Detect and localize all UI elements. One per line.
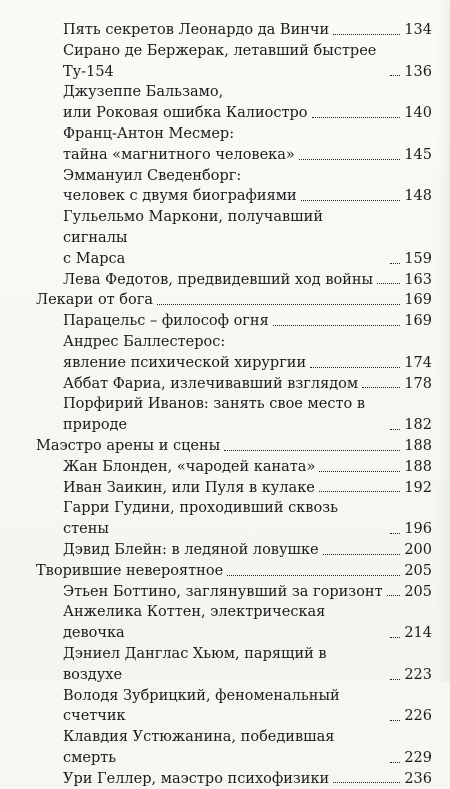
toc-entry [36,374,432,395]
toc-entry-title: Франц-Антон Месмер: тайна «магнитного человека» [63,125,295,163]
toc-entry-page-number: 148 [404,188,432,205]
dot-leader [299,159,401,160]
toc-entry-page-number: 229 [404,749,432,766]
dot-leader [377,283,400,284]
toc-entry-title: Маэстро арены и сцены [36,437,221,454]
toc-entry [36,124,432,166]
dot-leader [390,679,400,680]
toc-entry-title: Дэвид Блейн: в ледяной ловушке [63,541,319,558]
toc-entry-title: Парацельс – философ огня [63,313,269,330]
toc-entry-page-number: 223 [404,666,432,683]
toc-entry-title: Жан Блонден, «чародей каната» [63,458,316,475]
toc-entry [36,82,432,124]
toc-entry-page-number: 145 [404,146,432,163]
toc-entry-page-number: 188 [404,458,432,475]
page-edge-shadow [436,0,450,682]
toc-entry [36,540,432,561]
toc-entry [36,270,432,291]
toc-entry-page-number: 226 [404,708,432,725]
toc-entry-title: Андрес Баллестерос: явление психической хирургии [63,333,307,371]
dot-leader [390,429,400,430]
toc-entry-title: Лекари от бога [36,292,154,309]
dot-leader [333,34,400,35]
dot-leader [390,720,400,721]
toc-entry-page-number: 192 [404,479,432,496]
toc-entry-title: Лева Федотов, предвидевший ход войны [63,271,374,288]
toc-entry [36,478,432,499]
dot-leader [227,575,400,576]
toc-section-entry [36,436,432,457]
toc-entry-title: Дэниел Данглас Хьюм, парящий в воздухе [63,645,327,683]
toc-entry-page-number: 178 [404,375,432,392]
toc-entry-page-number: 174 [404,354,432,371]
toc-section-entry [36,290,432,311]
toc-entry [36,769,432,789]
toc-entry-page-number: 205 [404,583,432,600]
toc-entry-page-number: 136 [404,63,432,80]
toc-entry-title: Ури Геллер, маэстро психофизики [63,770,330,787]
toc-entry [36,602,432,644]
toc-entry-page-number: 205 [404,562,432,579]
toc-entry [36,207,432,269]
toc-entry-page-number: 196 [404,521,432,538]
toc-entry-page-number: 140 [404,105,432,122]
toc-entry [36,20,432,41]
toc-entry-page-number: 169 [404,292,432,309]
toc-entry-page-number: 200 [404,541,432,558]
toc-entry-title: Гарри Гудини, проходивший сквозь стены [63,500,338,538]
toc-entry [36,582,432,603]
toc-entry-title: Гульельмо Маркони, получавший сигналы с Марса [63,209,323,267]
toc-entry-page-number: 163 [404,271,432,288]
toc-entry [36,311,432,332]
dot-leader [333,782,400,783]
dot-leader [390,75,400,76]
toc-entry-title: Творившие невероятное [36,562,224,579]
toc-entry-page-number: 169 [404,313,432,330]
dot-leader [312,117,401,118]
toc-entry-page-number: 182 [404,417,432,434]
toc-entry-page-number: 159 [404,250,432,267]
toc-entry-title: Эммануил Сведенборг: человек с двумя биографиями [63,167,297,205]
toc-entry-title: Клавдия Устюжанина, победившая смерть [63,729,335,766]
toc-entry-title: Анжелика Коттен, электрическая девочка [63,604,326,642]
dot-leader [319,471,400,472]
toc-entry-title: Пять секретов Леонардо да Винчи [63,22,330,38]
dot-leader [323,554,401,555]
toc-entry [36,727,432,769]
toc-entry [36,41,432,83]
table-of-contents [36,20,432,789]
toc-entry [36,332,432,374]
dot-leader [157,304,400,305]
toc-entry-page-number: 134 [404,22,432,38]
toc-entry-title: Джузеппе Бальзамо, или Роковая ошибка Калиостро [63,84,308,122]
dot-leader [224,450,400,451]
toc-entry-title: Иван Заикин, или Пуля в кулаке [63,479,315,496]
toc-entry-title: Аббат Фариа, излечивавший взглядом [63,375,359,392]
dot-leader [301,200,401,201]
toc-entry-title: Володя Зубрицкий, феноменальный счетчик [63,687,340,725]
toc-entry-title: Сирано де Бержерак, летавший быстрее Ту-154 [63,42,377,80]
toc-entry [36,166,432,208]
toc-entry [36,686,432,728]
toc-entry-page-number: 236 [404,770,432,787]
dot-leader [390,263,400,264]
dot-leader [319,491,400,492]
toc-entry [36,457,432,478]
toc-entry [36,498,432,540]
toc-entry-page-number: 188 [404,437,432,454]
dot-leader [390,637,400,638]
dot-leader [387,595,401,596]
toc-entry [36,394,432,436]
toc-entry-page-number: 214 [404,625,432,642]
toc-section-entry [36,561,432,582]
dot-leader [390,762,400,763]
dot-leader [273,325,401,326]
toc-entry-title: Этьен Боттино, заглянувший за горизонт [63,583,383,600]
dot-leader [310,367,400,368]
dot-leader [362,387,400,388]
dot-leader [390,533,400,534]
toc-entry [36,644,432,686]
toc-entry-title: Порфирий Иванов: занять свое место в природе [63,396,365,434]
